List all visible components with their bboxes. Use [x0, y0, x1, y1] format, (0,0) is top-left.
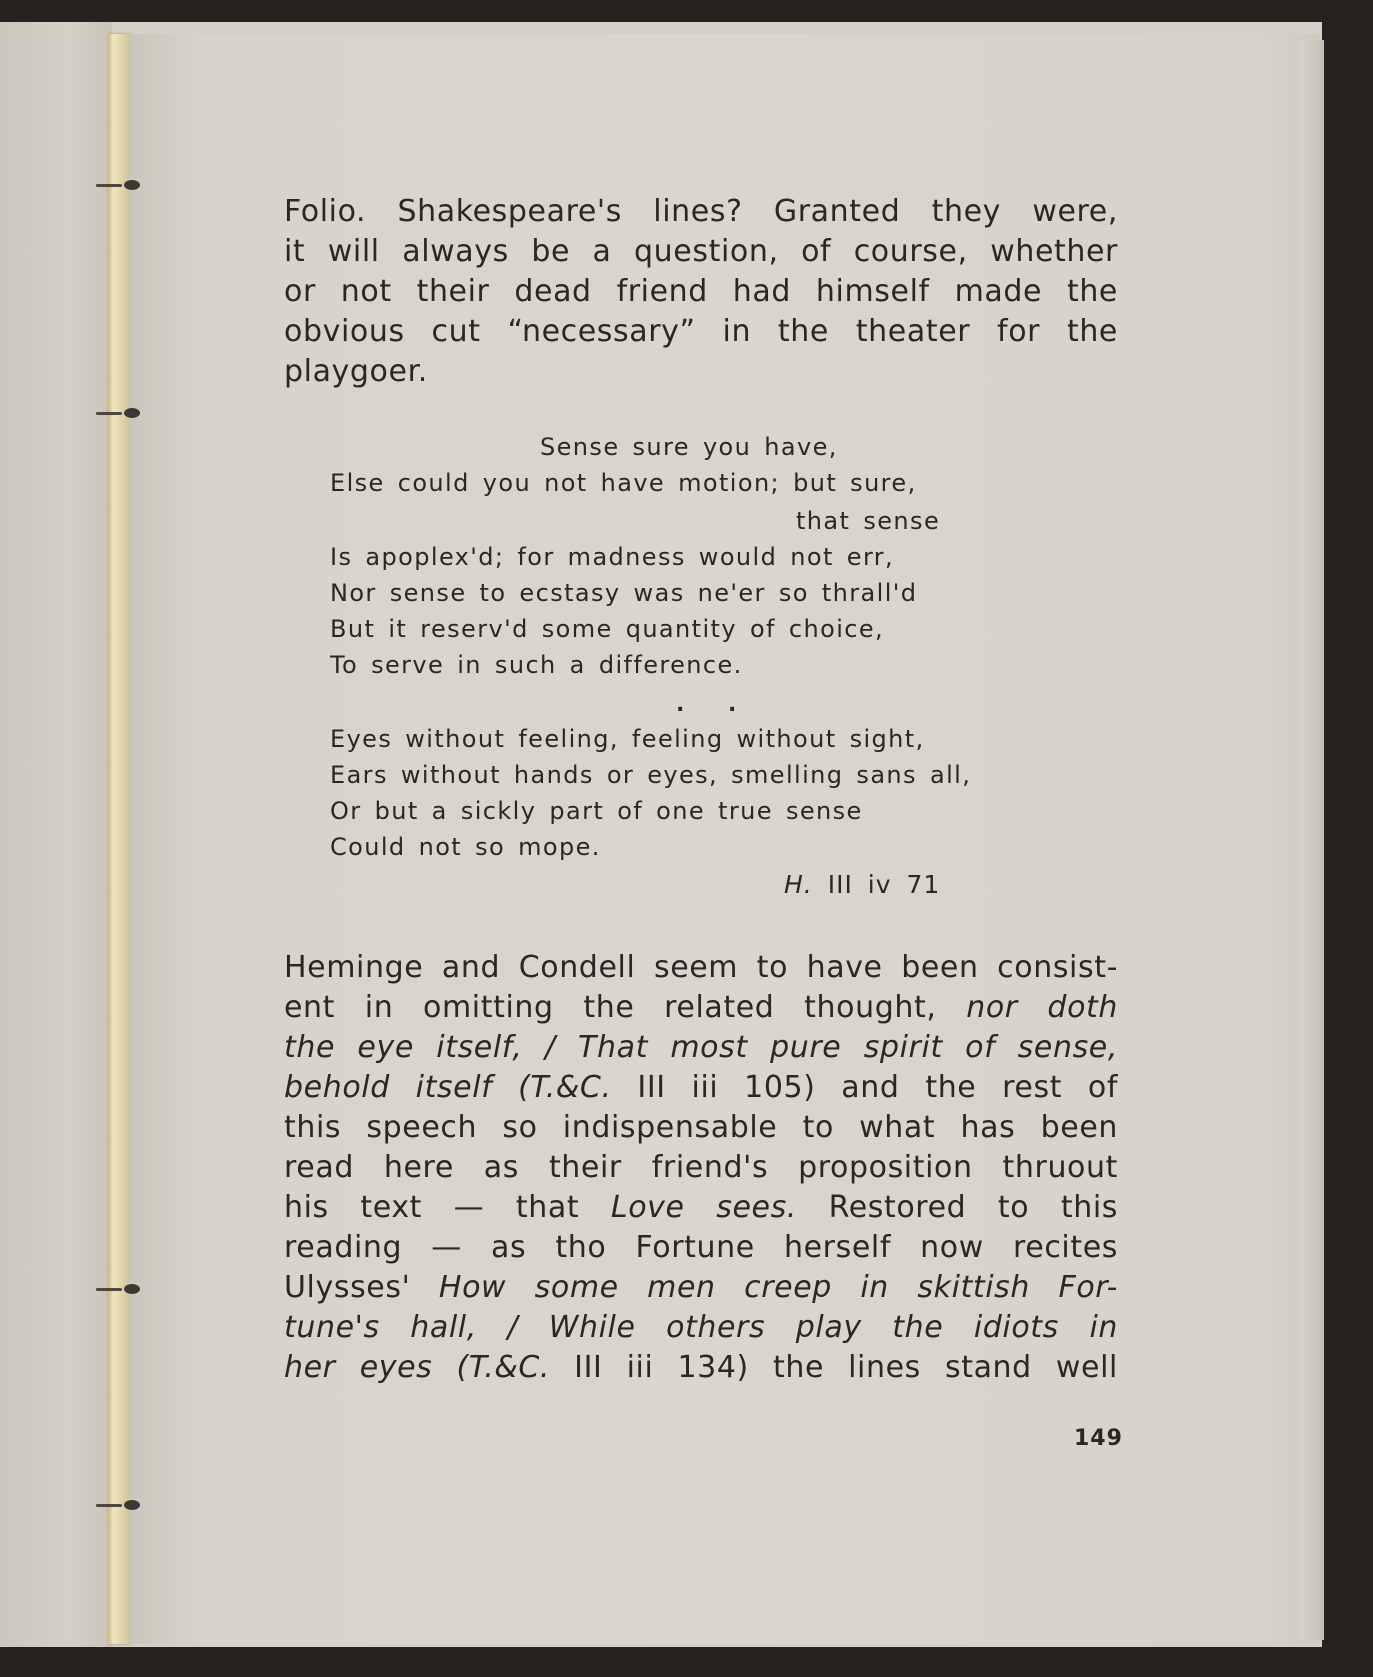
- text-span: ent in omitting the related thought,: [284, 990, 937, 1025]
- italic-reference: (T.&C.: [518, 1070, 612, 1105]
- text-span: III iii 134) the lines stand well: [574, 1350, 1118, 1385]
- paragraph-line: or not their dead friend had himself made the: [284, 274, 1118, 309]
- verse-line: Could not so mope.: [330, 833, 601, 861]
- paragraph-line: [284, 1068, 1118, 1108]
- binding-staple: [96, 408, 156, 420]
- verse-line: To serve in such a difference.: [330, 651, 743, 679]
- verse-line: that sense: [796, 507, 941, 535]
- italic-quote: How some men creep in skittish For-: [438, 1270, 1118, 1305]
- verse-line: Is apoplex'd; for madness would not err,: [330, 543, 895, 571]
- italic-quote: the eye itself, / That most pure spirit of sense,: [284, 1030, 1118, 1065]
- verse-line: Ears without hands or eyes, smelling sans all,: [330, 761, 972, 789]
- paragraph-line: [284, 1268, 1118, 1308]
- italic-quote: her eyes: [284, 1350, 433, 1385]
- binding-staple: [96, 180, 156, 192]
- verse-line: Nor sense to ecstasy was ne'er so thrall'd: [330, 579, 918, 607]
- italic-quote: tune's hall, / While others play the idiots in: [284, 1310, 1118, 1345]
- binding-staple: [96, 1284, 156, 1296]
- citation-play: H.: [784, 870, 813, 899]
- citation: [784, 870, 940, 899]
- verse-line: But it reserv'd some quantity of choice,: [330, 615, 885, 643]
- binding-staple: [96, 1500, 156, 1512]
- italic-quote: behold itself: [284, 1070, 493, 1105]
- verse-line: Or but a sickly part of one true sense: [330, 797, 863, 825]
- ellipsis-marker: . .: [676, 692, 755, 717]
- paragraph-line: this speech so indispensable to what has been: [284, 1110, 1118, 1145]
- italic-quote: nor doth: [966, 990, 1119, 1025]
- paragraph-line: [284, 1348, 1118, 1388]
- paragraph-line: read here as their friend's proposition thruout: [284, 1150, 1118, 1185]
- italic-quote: Love sees.: [610, 1190, 797, 1225]
- paragraph-line: [284, 1028, 1118, 1068]
- text-span: III iii 105) and the rest of: [637, 1070, 1118, 1105]
- paragraph-line: [284, 988, 1118, 1028]
- text-span: Restored to this: [828, 1190, 1119, 1225]
- left-page-edge: [0, 22, 112, 1647]
- italic-reference: (T.&C.: [456, 1350, 551, 1385]
- book-gutter: [108, 34, 130, 1644]
- paragraph-line: it will always be a question, of course, whether: [284, 234, 1118, 269]
- paragraph-line: Folio. Shakespeare's lines? Granted they were,: [284, 194, 1118, 229]
- text-span: Ulysses': [284, 1270, 411, 1305]
- paragraph-line: obvious cut “necessary” in the theater for the: [284, 314, 1118, 349]
- verse-line: Eyes without feeling, feeling without sight,: [330, 725, 925, 753]
- paragraph-line: reading — as tho Fortune herself now recites: [284, 1230, 1118, 1265]
- text-span: his text — that: [284, 1190, 580, 1225]
- paragraph-line: Heminge and Condell seem to have been consist-: [284, 950, 1118, 985]
- paragraph-line: [284, 1188, 1118, 1228]
- page-number: 149: [1074, 1426, 1123, 1451]
- right-page-edge: [1300, 40, 1324, 1640]
- citation-reference: III iv 71: [827, 870, 941, 899]
- verse-line: Else could you not have motion; but sure,: [330, 469, 917, 497]
- paragraph-line: playgoer.: [284, 354, 428, 389]
- verse-line: Sense sure you have,: [540, 433, 838, 461]
- paragraph-line: [284, 1308, 1118, 1348]
